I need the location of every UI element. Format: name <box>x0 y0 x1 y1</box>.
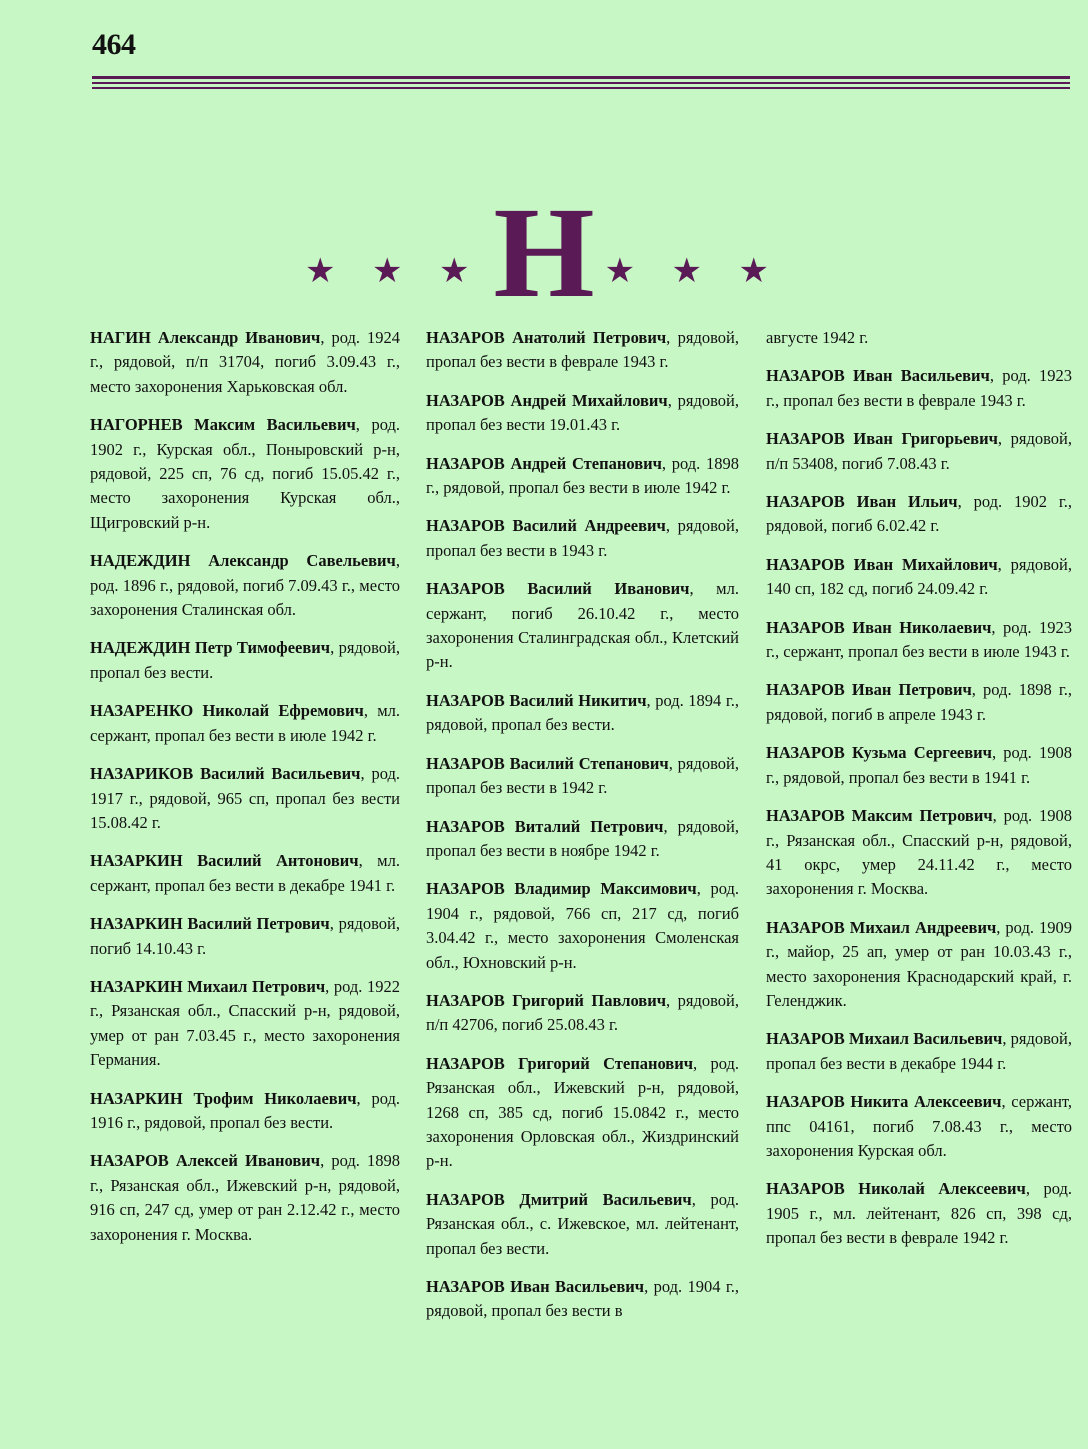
entry <box>766 804 1072 902</box>
entry-details: , род. 1924 г., рядовой, п/п 31704, погиб 3.09.43 г., место захоронения Харьковская обл. <box>90 328 400 396</box>
entry-name: НАЗАРОВ Михаил Андреевич <box>766 917 997 937</box>
entry-details: , род. 1898 г., рядовой, пропал без вести в июле 1942 г. <box>426 453 739 498</box>
entry-name: НАЗАРОВ Николай Алексеевич <box>766 1179 1026 1199</box>
entry-details: , рядовой, п/п 53408, погиб 7.08.43 г. <box>766 429 1072 473</box>
entry <box>426 452 739 501</box>
entry <box>426 1052 739 1174</box>
entry <box>426 989 739 1038</box>
entry-details: , род. 1908 г., Рязанская обл., Спасский р-н, рядовой, 41 окрс, умер 24.11.42 г., место захоронения г. Москва. <box>766 806 1072 899</box>
entry-name: НАЗАРИКОВ Василий Васильевич <box>90 764 361 784</box>
entry <box>766 553 1072 602</box>
entry <box>90 326 400 399</box>
entry-details: , сержант, ппс 04161, погиб 7.08.43 г., место захоронения Курская обл. <box>766 1092 1073 1160</box>
entry-details: , род. 1898 г., Рязанская обл., Ижевский р-н, рядовой, 916 сп, 247 сд, умер от ран 2.12.42 г., место захоронения г. Москва. <box>90 1151 400 1244</box>
entry <box>766 490 1072 539</box>
entry-name: НАЗАРКИН Трофим Николаевич <box>90 1088 357 1108</box>
entry-details: , род. 1916 г., рядовой, пропал без вести. <box>90 1088 401 1132</box>
entry <box>90 912 400 961</box>
entry <box>90 636 400 685</box>
entry-name: НАЗАРКИН Михаил Петрович <box>90 976 326 996</box>
entry-details: , рядовой, пропал без вести. <box>90 638 400 682</box>
entry-details: , род. Рязанская обл., Ижевский р-н, рядовой, 1268 сп, 385 сд, погиб 15.0842 г., место захоронения Орловская обл., Жиздринский р-н. <box>426 1053 740 1171</box>
column-3 <box>766 326 1072 1265</box>
entry-details: , род. 1923 г., сержант, пропал без вести в июле 1943 г. <box>766 617 1072 662</box>
entry-details: , рядовой, пропал без вести в декабре 1944 г. <box>766 1029 1072 1073</box>
entry <box>766 1090 1072 1163</box>
entry-name: НАДЕЖДИН Александр Савельевич <box>90 551 396 571</box>
entry-name: НАЗАРОВ Андрей Степанович <box>426 453 662 473</box>
entry <box>426 752 739 801</box>
entry-name: НАЗАРОВ Кузьма Сергеевич <box>766 743 992 763</box>
entry <box>90 699 400 748</box>
entry-details: , род. Рязанская обл., с. Ижевское, мл. лейтенант, пропал без вести. <box>426 1189 739 1258</box>
entry <box>766 364 1072 413</box>
entry <box>90 413 400 535</box>
entry-name: НАЗАРОВ Максим Петрович <box>766 806 993 826</box>
entry <box>90 975 400 1073</box>
entry-name: НАЗАРОВ Григорий Степанович <box>426 1053 694 1073</box>
entry-details: , мл. сержант, погиб 26.10.42 г., место захоронения Сталинградская обл., Клетский р-н. <box>426 579 739 672</box>
entry-name: НАЗАРОВ Григорий Павлович <box>426 990 667 1010</box>
entry-details: , мл. сержант, пропал без вести в декабре 1941 г. <box>90 851 400 895</box>
entry <box>426 877 739 975</box>
entry-name: НАЗАРОВ Василий Степанович <box>426 753 669 773</box>
entry <box>766 326 1072 350</box>
entry <box>90 849 400 898</box>
entry-name: НАЗАРОВ Иван Михайлович <box>766 554 998 574</box>
entry-details: , род. 1904 г., рядовой, 766 сп, 217 сд, погиб 3.04.42 г., место захоронения Смоленская обл., Юхновский р-н. <box>426 879 739 972</box>
entry-details: , род. 1923 г., пропал без вести в феврале 1943 г. <box>766 366 1073 410</box>
entry <box>766 427 1072 476</box>
page-number: 464 <box>92 28 136 61</box>
entry-details: , рядовой, погиб 14.10.43 г. <box>90 914 400 958</box>
entry <box>426 1188 739 1261</box>
entry-name: НАЗАРОВ Иван Васильевич <box>766 366 990 386</box>
entry-name: НАЗАРКИН Василий Антонович <box>90 851 359 871</box>
entry <box>426 577 739 675</box>
entry-details: , род. 1902 г., рядовой, погиб 6.02.42 г. <box>766 492 1073 536</box>
entry-name: НАЗАРОВ Василий Андреевич <box>426 516 666 536</box>
entry <box>426 389 739 438</box>
entry-name: НАЗАРОВ Анатолий Петрович <box>426 328 667 347</box>
entry-details: , род. 1917 г., рядовой, 965 сп, пропал без вести 15.08.42 г. <box>90 764 400 832</box>
entry-details: , рядовой, пропал без вести 19.01.43 г. <box>426 390 739 435</box>
entry-name: НАЗАРОВ Андрей Михайлович <box>426 390 668 410</box>
entry-name: НАЗАРОВ Алексей Иванович <box>90 1151 321 1171</box>
entry-name: НАЗАРОВ Иван Григорьевич <box>766 429 998 449</box>
section-letter: Н <box>493 181 595 325</box>
entry-name: НАГОРНЕВ Максим Васильевич <box>90 415 356 435</box>
entry-name: НАЗАРОВ Виталий Петрович <box>426 816 664 836</box>
entry <box>766 678 1072 727</box>
entry-details: , рядовой, пропал без вести в 1943 г. <box>426 516 739 560</box>
entry-name: НАЗАРОВ Иван Петрович <box>766 680 972 700</box>
entry-details: августе 1942 г. <box>766 328 869 347</box>
stars-right-decoration: ★ ★ ★ <box>604 253 784 290</box>
entry-name: НАДЕЖДИН Петр Тимофеевич <box>90 638 331 658</box>
entry <box>426 514 739 563</box>
column-2 <box>426 326 739 1338</box>
header-rule-bottom <box>92 87 1070 89</box>
entry-details: , род. 1894 г., рядовой, пропал без вести. <box>426 690 739 735</box>
entry-details: , рядовой, пропал без вести в ноябре 1942 г. <box>426 816 739 860</box>
section-heading <box>0 181 1088 325</box>
entry <box>426 689 739 738</box>
stars-left-decoration: ★ ★ ★ <box>304 253 484 290</box>
header-rule-middle <box>92 82 1070 84</box>
entry-name: НАЗАРОВ Василий Иванович <box>426 579 690 599</box>
entry-details: , род. 1898 г., рядовой, погиб в апреле 1943 г. <box>766 680 1072 724</box>
entry-details: , род. 1902 г., Курская обл., Поныровский р-н, рядовой, 225 сп, 76 сд, погиб 15.05.42 г., место захоронения Курская обл., Щигровский р-н. <box>90 415 401 532</box>
entry-name: НАЗАРКИН Василий Петрович <box>90 914 330 934</box>
entry-name: НАЗАРЕНКО Николай Ефремович <box>90 701 364 721</box>
entry-details: , рядовой, 140 сп, 182 сд, погиб 24.09.42 г. <box>766 554 1072 599</box>
entry-details: , род. 1909 г., майор, 25 ап, умер от ран 10.03.43 г., место захоронения Краснодарский край, г. Геленджик. <box>766 917 1072 1010</box>
entry <box>90 1149 400 1247</box>
entry <box>90 1087 400 1136</box>
entry-name: НАЗАРОВ Никита Алексеевич <box>766 1092 1002 1112</box>
entry <box>426 1275 739 1324</box>
entry-details: , род. 1896 г., рядовой, погиб 7.09.43 г., место захоронения Сталинская обл. <box>90 551 400 620</box>
entry-name: НАЗАРОВ Василий Никитич <box>426 690 647 710</box>
entry-details: , род. 1904 г., рядовой, пропал без вести в <box>426 1277 739 1321</box>
entry-name: НАЗАРОВ Дмитрий Васильевич <box>426 1189 692 1209</box>
entry <box>426 815 739 864</box>
entry <box>766 916 1072 1014</box>
entry <box>426 326 739 375</box>
entry-name: НАГИН Александр Иванович <box>90 328 321 347</box>
entry <box>90 549 400 622</box>
entry <box>766 616 1072 665</box>
entry-details: , рядовой, п/п 42706, погиб 25.08.43 г. <box>426 990 739 1035</box>
entry-name: НАЗАРОВ Иван Васильевич <box>426 1277 645 1296</box>
header-rule-top <box>92 76 1070 79</box>
entry-name: НАЗАРОВ Михаил Васильевич <box>766 1029 1003 1049</box>
entry-name: НАЗАРОВ Иван Николаевич <box>766 617 992 637</box>
entry-details: , род. 1905 г., мл. лейтенант, 826 сп, 398 сд, пропал без вести в феврале 1942 г. <box>766 1179 1073 1248</box>
entry <box>766 1027 1072 1076</box>
entry-details: , мл. сержант, пропал без вести в июле 1942 г. <box>90 701 400 745</box>
entry <box>766 741 1072 790</box>
entry <box>90 762 400 835</box>
column-1 <box>90 326 400 1261</box>
entry-name: НАЗАРОВ Иван Ильич <box>766 492 958 512</box>
entry-name: НАЗАРОВ Владимир Максимович <box>426 879 697 899</box>
entry-details: , рядовой, пропал без вести в феврале 1943 г. <box>426 328 739 372</box>
entry-details: , род. 1922 г., Рязанская обл., Спасский р-н, рядовой, умер от ран 7.03.45 г., место захоронения Германия. <box>90 976 400 1070</box>
entry-details: , рядовой, пропал без вести в 1942 г. <box>426 753 739 798</box>
entry-details: , род. 1908 г., рядовой, пропал без вести в 1941 г. <box>766 743 1072 787</box>
entry <box>766 1177 1072 1250</box>
